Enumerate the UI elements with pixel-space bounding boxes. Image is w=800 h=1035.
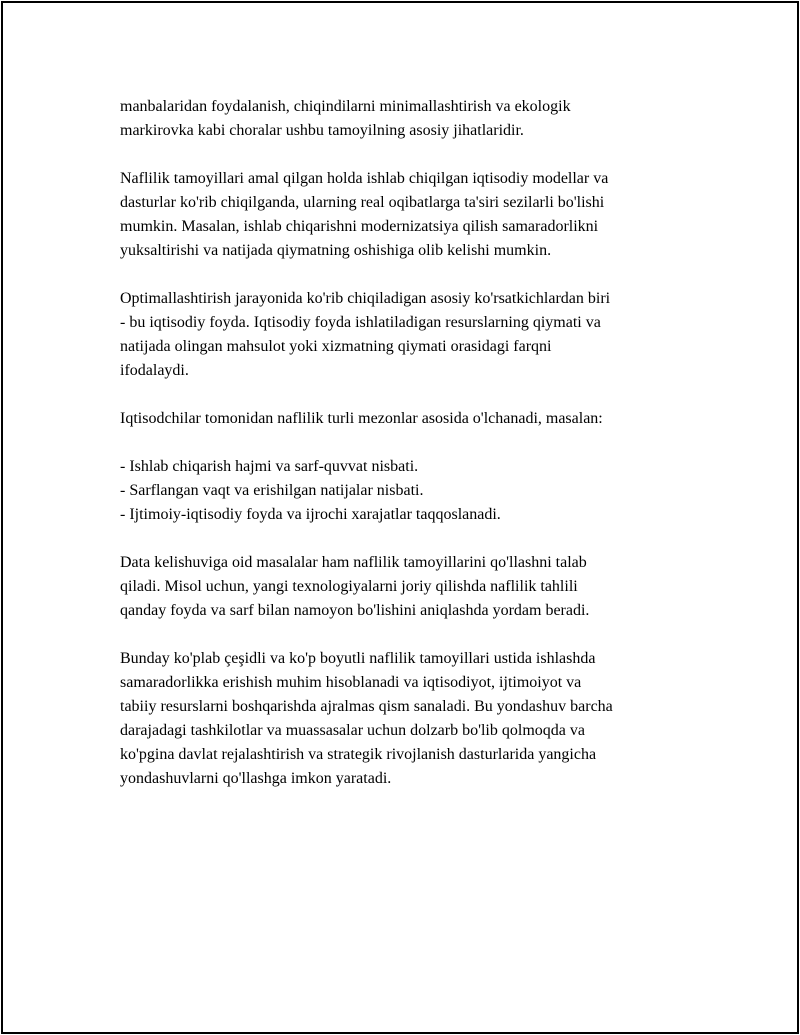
paragraph-6 [120,551,700,623]
text-line: Naflilik tamoyillari amal qilgan holda ishlab chiqilgan iqtisodiy modellar va [120,170,609,187]
document-body [120,95,700,791]
text-line: mumkin. Masalan, ishlab chiqarishni modernizatsiya qilish samaradorlikni [120,218,599,235]
list-item: - Ijtimoiy-iqtisodiy foyda va ijrochi xarajatlar taqqoslanadi. [120,506,501,523]
text-line: Data kelishuviga oid masalalar ham naflilik tamoyillarini qo'llashni talab [120,554,587,571]
text-line: samaradorlikka erishish muhim hisoblanadi va iqtisodiyot, ijtimoiyot va [120,674,582,691]
document-page [1,1,799,1034]
text-line: ko'pgina davlat rejalashtirish va strategik rivojlanish dasturlarida yangicha [120,746,597,763]
bullet-list [120,455,700,527]
paragraph-4 [120,407,700,431]
list-item: - Sarflangan vaqt va erishilgan natijalar nisbati. [120,482,424,499]
paragraph-1 [120,95,700,143]
text-line: - bu iqtisodiy foyda. Iqtisodiy foyda ishlatiladigan resurslarning qiymati va [120,314,601,331]
text-line: ifodalaydi. [120,362,189,379]
text-line: Iqtisodchilar tomonidan naflilik turli mezonlar asosida o'lchanadi, masalan: [120,410,603,427]
text-line: yuksaltirishi va natijada qiymatning oshishiga olib kelishi mumkin. [120,242,552,259]
paragraph-7 [120,647,700,791]
text-line: dasturlar ko'rib chiqilganda, ularning real oqibatlarga ta'siri sezilarli bo'lishi [120,194,605,211]
text-line: yondashuvlarni qo'llashga imkon yaratadi. [120,770,392,787]
text-line: Optimallashtirish jarayonida ko'rib chiqiladigan asosiy ko'rsatkichlardan biri [120,290,611,307]
text-line: qiladi. Misol uchun, yangi texnologiyalarni joriy qilishda naflilik tahlili [120,578,578,595]
text-line: Bunday ko'plab çeşidli va ko'p boyutli naflilik tamoyillari ustida ishlashda [120,650,596,667]
text-line: tabiiy resurslarni boshqarishda ajralmas qism sanaladi. Bu yondashuv barcha [120,698,613,715]
text-line: manbalaridan foydalanish, chiqindilarni minimallashtirish va ekologik [120,98,571,115]
text-line: markirovka kabi choralar ushbu tamoyilning asosiy jihatlaridir. [120,122,524,139]
paragraph-2 [120,167,700,263]
list-item: - Ishlab chiqarish hajmi va sarf-quvvat nisbati. [120,458,419,475]
text-line: darajadagi tashkilotlar va muassasalar uchun dolzarb bo'lib qolmoqda va [120,722,585,739]
text-line: qanday foyda va sarf bilan namoyon bo'lishini aniqlashda yordam beradi. [120,602,590,619]
text-line: natijada olingan mahsulot yoki xizmatning qiymati orasidagi farqni [120,338,552,355]
paragraph-3 [120,287,700,383]
